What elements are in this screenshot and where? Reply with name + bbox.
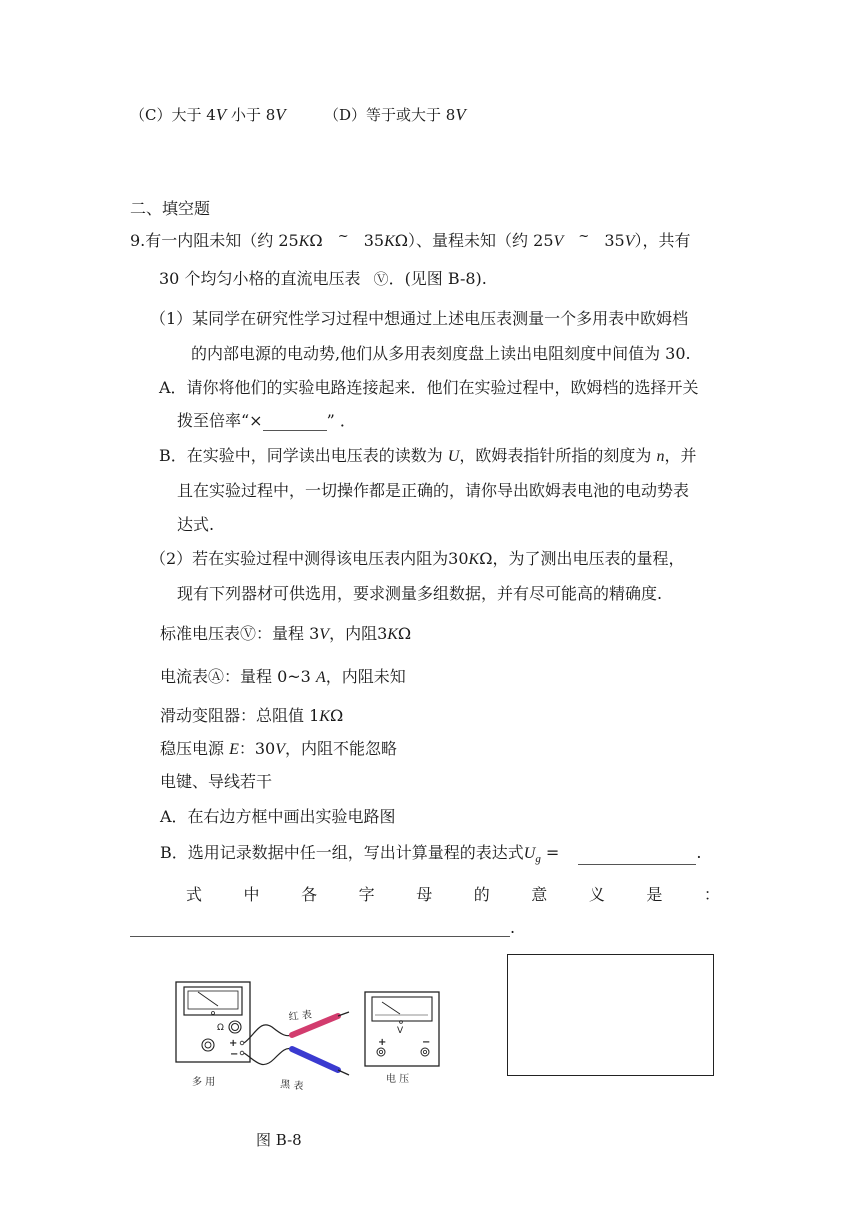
circuit-drawing-box[interactable]	[507, 954, 714, 1076]
probe-wires	[244, 1025, 292, 1065]
svg-text:−: −	[422, 1037, 431, 1048]
equipment-power-supply: 稳压电源 E：30V，内阻不能忽略	[160, 739, 398, 758]
black-probe-label: 黑 表	[279, 1079, 304, 1093]
equipment-rheostat: 滑动变阻器：总阻值 1KΩ	[160, 706, 344, 725]
ohm-symbol: Ω	[217, 1023, 224, 1033]
q9-a-line2: 拨至倍率“× ” ．	[177, 411, 356, 430]
q9-line2: 30 个均匀小格的直流电压表 Ⓥ．(见图 B-8).	[159, 269, 487, 288]
figure-caption: 图 B-8	[256, 1131, 302, 1149]
svg-text:+: +	[378, 1037, 387, 1048]
q9-line1: 9.有一内阻未知（约 25KΩ ~ 35KΩ）、量程未知（约 25V ~ 35V），共有	[130, 229, 691, 250]
meaning-blank-line: .	[130, 918, 515, 937]
equipment-voltmeter: 标准电压表Ⓥ：量程 3V，内阻3KΩ	[160, 624, 412, 643]
q9-part2-line1: （2）若在实验过程中测得该电压表内阻为30KΩ，为了测出电压表的量程，	[150, 549, 685, 568]
q9-part1-line1: （1）某同学在研究性学习过程中想通过上述电压表测量一个多用表中欧姆档	[150, 309, 689, 328]
multimeter-label: 多 用	[192, 1077, 216, 1088]
multimeter	[176, 982, 250, 1062]
voltmeter	[365, 992, 439, 1066]
section-title: 二、填空题	[130, 199, 211, 218]
voltmeter-label: 电 压	[386, 1074, 410, 1085]
q9-b-line2: 且在实验过程中，一切操作都是正确的，请你导出欧姆表电池的电动势表	[177, 481, 690, 500]
svg-text:−: −	[230, 1049, 239, 1060]
q9-b-line1: B．在实验中，同学读出电压表的读数为 U，欧姆表指针所指的刻度为 n，并	[159, 446, 697, 465]
q9-b-line3: 达式.	[177, 515, 215, 534]
multiplier-blank[interactable]	[263, 412, 327, 431]
q9-part1-line2: 的内部电源的电动势,他们从多用表刻度盘上读出电阻刻度中间值为 30.	[191, 344, 691, 363]
q9-part2-line2: 现有下列器材可供选用，要求测量多组数据，并有尽可能高的精确度.	[177, 584, 663, 603]
task-b: B．选用记录数据中任一组，写出计算量程的表达式$U_g$ = .	[160, 843, 702, 866]
option-d: （D）等于或大于 8V	[324, 105, 466, 124]
range-expression-blank[interactable]	[578, 846, 696, 865]
q9-a-line1: A．请你将他们的实验电路连接起来．他们在实验过程中，欧姆档的选择开关	[159, 378, 699, 397]
meaning-line: 式 中 各 字 母 的 意 义 是 ：	[186, 885, 720, 904]
equipment-ammeter: 电流表Ⓐ：量程 0~3 A，内阻未知	[160, 667, 406, 686]
option-c: （C）大于 4V 小于 8V	[130, 105, 286, 124]
black-probe	[292, 1049, 349, 1075]
v-symbol: V	[397, 1026, 404, 1036]
red-probe-label: 红 表	[288, 1009, 313, 1023]
svg-text:+: +	[229, 1038, 238, 1049]
equipment-switch-wires: 电键、导线若干	[160, 772, 273, 791]
meaning-blank[interactable]	[130, 920, 510, 937]
figure-b8	[160, 975, 480, 1095]
task-a: A．在右边方框中画出实验电路图	[160, 807, 396, 826]
